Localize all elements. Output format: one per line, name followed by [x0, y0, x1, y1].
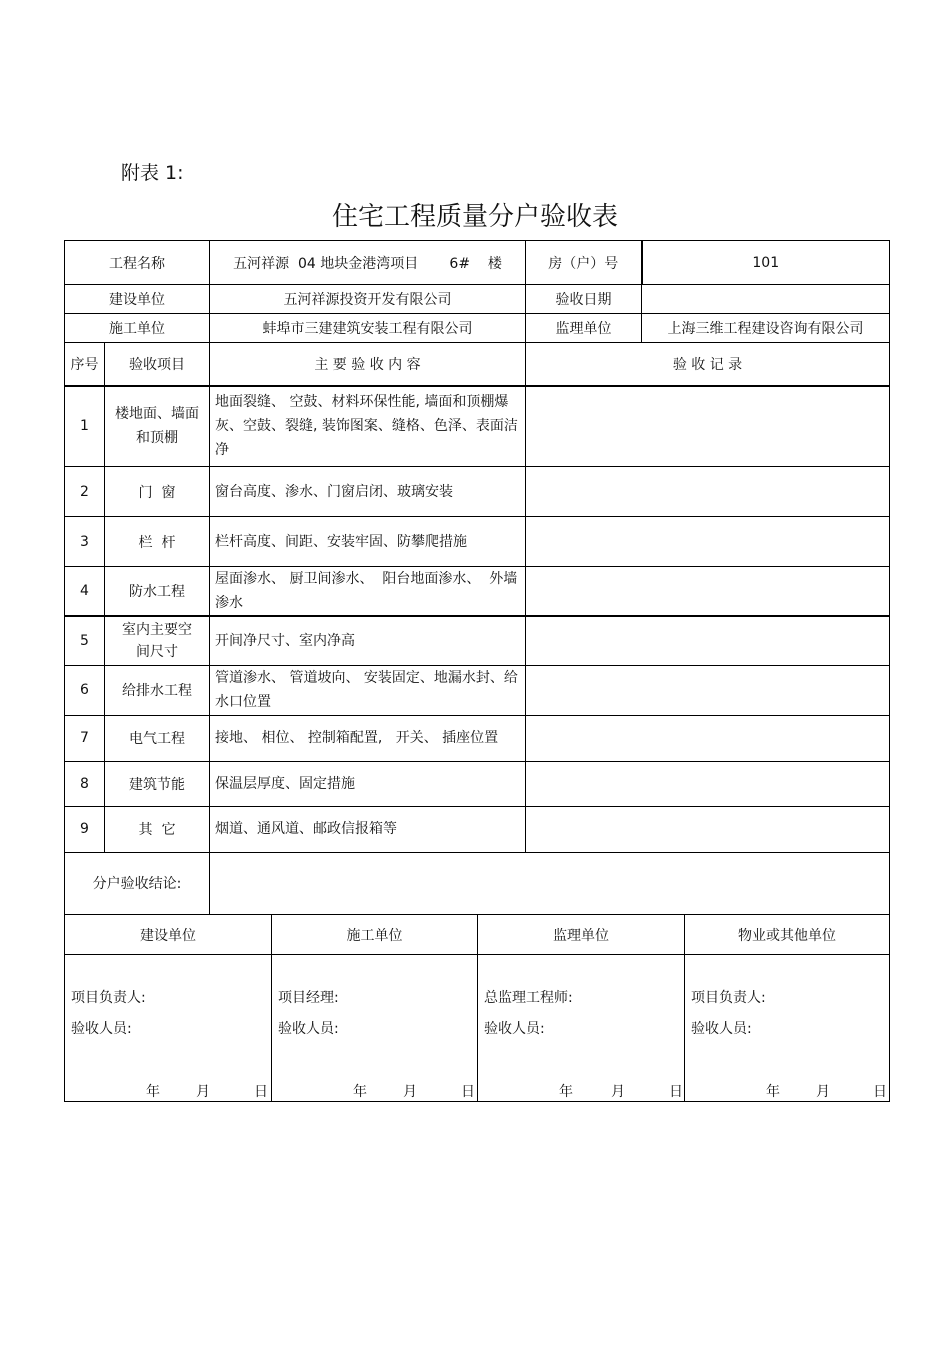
- row-seq: 7: [65, 715, 105, 761]
- sig-date: [65, 1077, 271, 1100]
- table-row: [65, 665, 890, 715]
- header-content: 主 要 验 收 内 容: [210, 343, 526, 386]
- row-content: 栏杆高度、间距、安装牢固、防攀爬措施: [210, 517, 526, 567]
- row-seq: 8: [65, 761, 105, 806]
- sig-line1: 项目经理:: [278, 990, 339, 1006]
- date-day: 日: [873, 1084, 887, 1100]
- conclusion-row: [65, 852, 890, 914]
- row-item: 建筑节能: [105, 761, 210, 806]
- row-item: 楼地面、墙面和顶棚: [105, 386, 210, 467]
- construct-unit-value: 蚌埠市三建建筑安装工程有限公司: [210, 314, 526, 343]
- table-row: [65, 616, 890, 665]
- project-name-value: 五河祥源 04 地块金港湾项目 6# 楼: [210, 241, 526, 285]
- row-content: 烟道、通风道、邮政信报箱等: [210, 806, 526, 852]
- sig-date: [272, 1077, 477, 1100]
- header-item: 验收项目: [105, 343, 210, 386]
- row-content: 窗台高度、渗水、门窗启闭、玻璃安装: [210, 467, 526, 517]
- sig-line2: 验收人员:: [691, 1021, 752, 1037]
- room-label: 房（户）号: [526, 241, 642, 285]
- date-month: 月: [611, 1084, 625, 1100]
- sig-line2: 验收人员:: [484, 1021, 545, 1037]
- sig-block-supervise[interactable]: [478, 955, 685, 1102]
- row-seq: 9: [65, 806, 105, 852]
- accept-date-value[interactable]: [642, 285, 890, 314]
- row-seq: 2: [65, 467, 105, 517]
- row-record[interactable]: [526, 616, 890, 665]
- sig-block-property[interactable]: [685, 955, 890, 1102]
- row-seq: 6: [65, 665, 105, 715]
- table-row: [65, 567, 890, 617]
- build-unit-label: 建设单位: [65, 285, 210, 314]
- conclusion-label: 分户验收结论:: [65, 852, 210, 914]
- row-record[interactable]: [526, 715, 890, 761]
- row-record[interactable]: [526, 517, 890, 567]
- sig-unit-supervise: 监理单位: [478, 915, 685, 955]
- row-seq: 3: [65, 517, 105, 567]
- row-content: 管道渗水、 管道坡向、 安装固定、地漏水封、给水口位置: [210, 665, 526, 715]
- row-content: 开间净尺寸、室内净高: [210, 616, 526, 665]
- row-item: 给排水工程: [105, 665, 210, 715]
- row-item: 防水工程: [105, 567, 210, 617]
- row-item: 室内主要空间尺寸: [105, 616, 210, 665]
- header-record: 验 收 记 录: [526, 343, 890, 386]
- project-name-label: 工程名称: [65, 241, 210, 285]
- sig-unit-property: 物业或其他单位: [685, 915, 890, 955]
- date-month: 月: [816, 1084, 830, 1100]
- table-row: [65, 386, 890, 467]
- sig-date: [685, 1077, 889, 1100]
- date-day: 日: [254, 1084, 268, 1100]
- signature-table: [64, 914, 890, 1102]
- form-title: 住宅工程质量分户验收表: [331, 202, 618, 232]
- header-seq: 序号: [65, 343, 105, 386]
- sig-block-construct[interactable]: [272, 955, 478, 1102]
- sig-line2: 验收人员:: [71, 1021, 132, 1037]
- row-seq: 5: [65, 616, 105, 665]
- row-record[interactable]: [526, 567, 890, 617]
- row-record[interactable]: [526, 467, 890, 517]
- date-month: 月: [196, 1084, 210, 1100]
- row-content: 保温层厚度、固定措施: [210, 761, 526, 806]
- table-row: [65, 517, 890, 567]
- sig-unit-construct: 施工单位: [272, 915, 478, 955]
- row-item: 其 它: [105, 806, 210, 852]
- supervise-unit-label: 监理单位: [526, 314, 642, 343]
- row-content: 地面裂缝、 空鼓、材料环保性能, 墙面和顶棚爆灰、空鼓、裂缝, 装饰图案、缝格、色泽、表面洁净: [210, 386, 526, 467]
- build-unit-value: 五河祥源投资开发有限公司: [210, 285, 526, 314]
- sig-block-build[interactable]: [65, 955, 272, 1102]
- row-content: 接地、 相位、 控制箱配置, 开关、 插座位置: [210, 715, 526, 761]
- row-record[interactable]: [526, 761, 890, 806]
- table-row: [65, 761, 890, 806]
- table-row: [65, 467, 890, 517]
- sig-line2: 验收人员:: [278, 1021, 339, 1037]
- acceptance-table: [64, 240, 890, 915]
- date-day: 日: [461, 1084, 475, 1100]
- sig-date: [478, 1077, 684, 1100]
- row-content: 屋面渗水、 厨卫间渗水、 阳台地面渗水、 外墙渗水: [210, 567, 526, 617]
- sig-line1: 项目负责人:: [691, 990, 766, 1006]
- sig-line1: 总监理工程师:: [484, 990, 573, 1006]
- row-record[interactable]: [526, 665, 890, 715]
- date-year: 年: [146, 1084, 160, 1100]
- date-year: 年: [559, 1084, 573, 1100]
- row-item: 电气工程: [105, 715, 210, 761]
- table-row: [65, 715, 890, 761]
- row-record[interactable]: [526, 386, 890, 467]
- conclusion-value[interactable]: [210, 852, 890, 914]
- date-month: 月: [403, 1084, 417, 1100]
- accept-date-label: 验收日期: [526, 285, 642, 314]
- row-seq: 4: [65, 567, 105, 617]
- date-year: 年: [766, 1084, 780, 1100]
- attachment-label: 附表 1:: [121, 162, 184, 184]
- room-value: 101: [642, 241, 890, 285]
- construct-unit-label: 施工单位: [65, 314, 210, 343]
- supervise-unit-value: 上海三维工程建设咨询有限公司: [642, 314, 890, 343]
- sig-line1: 项目负责人:: [71, 990, 146, 1006]
- row-record[interactable]: [526, 806, 890, 852]
- sig-unit-build: 建设单位: [65, 915, 272, 955]
- date-day: 日: [669, 1084, 683, 1100]
- table-row: [65, 806, 890, 852]
- date-year: 年: [353, 1084, 367, 1100]
- row-item: 门 窗: [105, 467, 210, 517]
- row-item: 栏 杆: [105, 517, 210, 567]
- row-seq: 1: [65, 386, 105, 467]
